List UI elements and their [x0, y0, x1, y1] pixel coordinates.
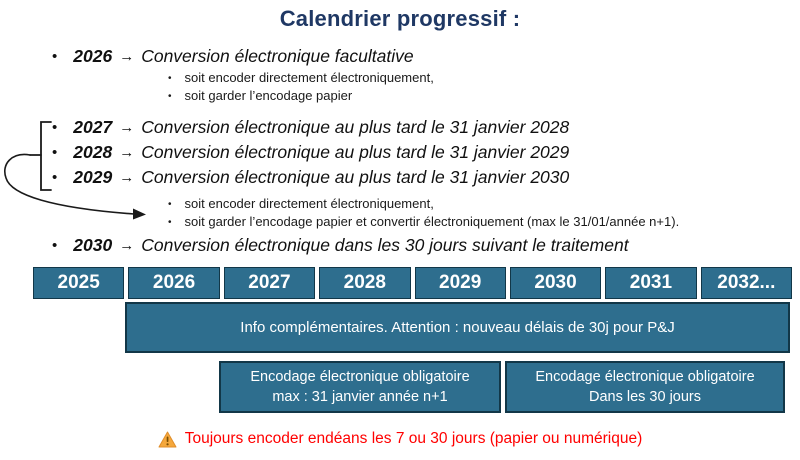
- bullet-2030: [52, 235, 629, 256]
- bullet-icon: [52, 237, 57, 254]
- arrow-right-icon: →: [119, 237, 135, 254]
- bullet-text: Conversion électronique dans les 30 jours suivant le traitement: [141, 235, 629, 255]
- sub-bullet-2029-1: [168, 196, 434, 211]
- timeline-year-cell: 2032...: [701, 267, 792, 299]
- sub-bullet-text: soit garder l’encodage papier et convertir électroniquement (max le 31/01/année n+1).: [184, 214, 680, 229]
- sub-bullet-2029-2: [168, 214, 679, 229]
- year-label: 2026: [73, 46, 113, 66]
- info-bar: Info complémentaires. Attention : nouveau délais de 30j pour P&J: [125, 302, 790, 353]
- warning-triangle-icon: [158, 431, 177, 448]
- timeline: [33, 267, 792, 299]
- box-line: Encodage électronique obligatoire: [535, 368, 755, 385]
- arrow-right-icon: →: [119, 119, 135, 136]
- year-label: 2029: [73, 167, 113, 187]
- warning-note: [0, 430, 800, 448]
- bracket-arrow-graphic: [0, 108, 170, 238]
- bullet-icon: [168, 199, 172, 210]
- bullet-text: Conversion électronique au plus tard le 31 janvier 2028: [141, 117, 570, 137]
- sub-bullet-text: soit encoder directement électroniquement,: [184, 70, 434, 85]
- box-line: Encodage électronique obligatoire: [250, 368, 470, 385]
- timeline-year-cell: 2029: [415, 267, 506, 299]
- arrow-right-icon: →: [119, 169, 135, 186]
- bullet-icon: [168, 91, 172, 102]
- sub-bullet-text: soit encoder directement électroniquement,: [184, 196, 434, 211]
- year-label: 2028: [73, 142, 113, 162]
- bullet-text: Conversion électronique au plus tard le 31 janvier 2029: [141, 142, 570, 162]
- page-title: Calendrier progressif :: [279, 6, 521, 31]
- sub-bullet-2026-1: [168, 70, 434, 85]
- timeline-year-cell: 2025: [33, 267, 124, 299]
- bullet-text: Conversion électronique au plus tard le 31 janvier 2030: [141, 167, 570, 187]
- arrow-right-icon: →: [119, 144, 135, 161]
- box-line: Dans les 30 jours: [588, 389, 702, 405]
- bullet-text: Conversion électronique facultative: [141, 46, 414, 66]
- bullet-icon: [168, 217, 172, 228]
- timeline-year-cell: 2028: [319, 267, 410, 299]
- timeline-year-cell: 2030: [510, 267, 601, 299]
- timeline-year-cell: 2031: [605, 267, 696, 299]
- box-encodage-30-jours: [505, 361, 785, 413]
- sub-bullet-text: soit garder l’encodage papier: [184, 88, 353, 103]
- box-encodage-max-n1: [219, 361, 501, 413]
- bullet-icon: [168, 73, 172, 84]
- warning-text: Toujours encoder endéans les 7 ou 30 jours (papier ou numérique): [184, 430, 643, 447]
- year-label: 2030: [73, 235, 113, 255]
- bullet-icon: [52, 48, 57, 65]
- year-label: 2027: [73, 117, 113, 137]
- sub-bullet-2026-2: [168, 88, 352, 103]
- box-line: max : 31 janvier année n+1: [272, 389, 448, 405]
- timeline-year-cell: 2027: [224, 267, 315, 299]
- timeline-year-cell: 2026: [128, 267, 219, 299]
- bullet-2026: [52, 46, 414, 67]
- arrow-right-icon: →: [119, 48, 135, 65]
